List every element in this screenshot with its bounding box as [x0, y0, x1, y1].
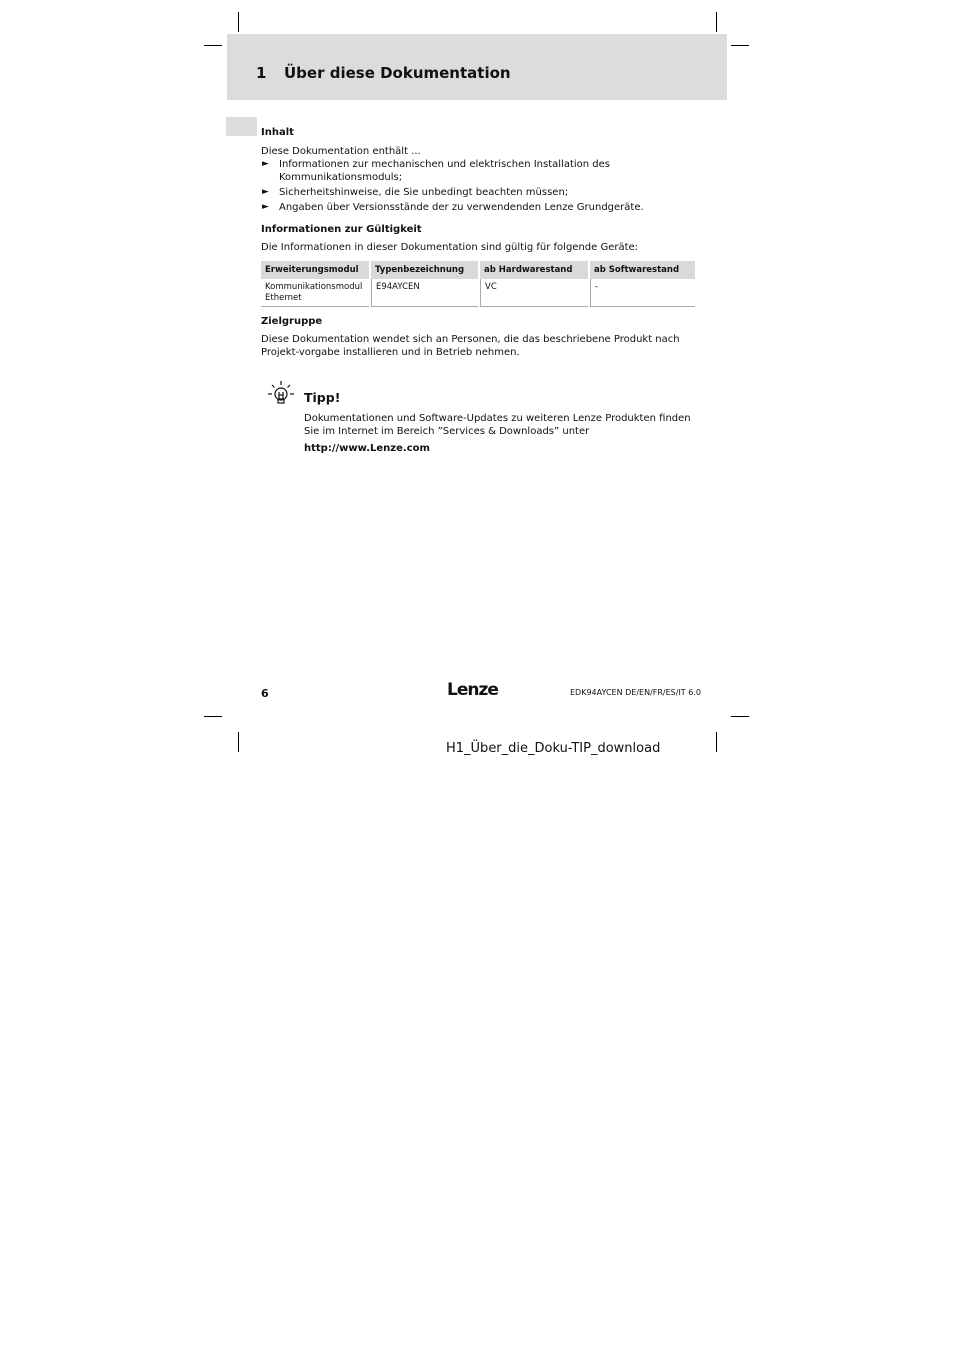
side-tab-marker	[226, 117, 257, 136]
crop-mark	[731, 45, 749, 46]
list-item: ► Informationen zur mechanischen und elektrischen Installation des Kommunikationsmoduls;	[262, 159, 610, 183]
lenze-logo: Lenze	[447, 680, 498, 700]
table-header-cell: ab Hardwarestand	[480, 261, 588, 279]
chapter-number: 1	[256, 64, 267, 82]
table-cell: Kommunikationsmodul Ethernet	[261, 279, 369, 307]
table-row	[261, 279, 695, 307]
arrow-right-icon: ►	[262, 187, 269, 197]
list-item: ► Angaben über Versionsstände der zu verwendenden Lenze Grundgeräte.	[262, 202, 644, 213]
crop-mark	[204, 45, 222, 46]
lightbulb-icon	[264, 380, 298, 410]
table-header-cell: Erweiterungsmodul	[261, 261, 369, 279]
tip-url-link[interactable]: http://www.Lenze.com	[304, 443, 430, 454]
table-header-row	[261, 261, 695, 279]
list-item: ► Sicherheitshinweise, die Sie unbedingt beachten müssen;	[262, 187, 569, 198]
target-group-text: Diese Dokumentation wendet sich an Personen, die das beschriebene Produkt nach Projekt-vorgabe installieren und in Betrieb nehmen.	[261, 334, 680, 358]
main-content	[261, 126, 695, 359]
crop-mark	[238, 12, 239, 32]
table-cell: VC	[480, 279, 588, 307]
table-header-cell: Typenbezeichnung	[371, 261, 478, 279]
inhalt-bullet-list	[261, 158, 695, 214]
file-label: H1_Über_die_Doku-TIP_download	[446, 741, 661, 756]
validity-heading: Informationen zur Gültigkeit	[261, 224, 422, 235]
validity-intro: Die Informationen in dieser Dokumentation sind gültig für folgende Geräte:	[261, 242, 639, 253]
target-group-heading: Zielgruppe	[261, 316, 323, 327]
arrow-right-icon: ►	[262, 159, 269, 169]
crop-mark	[731, 716, 749, 717]
crop-mark	[716, 732, 717, 752]
crop-mark	[716, 12, 717, 32]
validity-table	[259, 261, 697, 307]
crop-mark	[238, 732, 239, 752]
page-number: 6	[261, 687, 269, 700]
crop-mark	[204, 716, 222, 717]
document-id: EDK94AYCEN DE/EN/FR/ES/IT 6.0	[570, 688, 701, 697]
table-cell: E94AYCEN	[371, 279, 478, 307]
arrow-right-icon: ►	[262, 202, 269, 212]
inhalt-intro: Diese Dokumentation enthält ...	[261, 146, 421, 157]
table-cell: -	[590, 279, 695, 307]
tip-text: Dokumentationen und Software-Updates zu weiteren Lenze Produkten finden Sie im Internet im Bereich ”Services & Downloads” unter	[304, 413, 691, 437]
chapter-title: Über diese Dokumentation	[284, 64, 511, 82]
table-header-cell: ab Softwarestand	[590, 261, 695, 279]
inhalt-heading: Inhalt	[261, 127, 294, 138]
tip-title: Tipp!	[304, 390, 341, 405]
